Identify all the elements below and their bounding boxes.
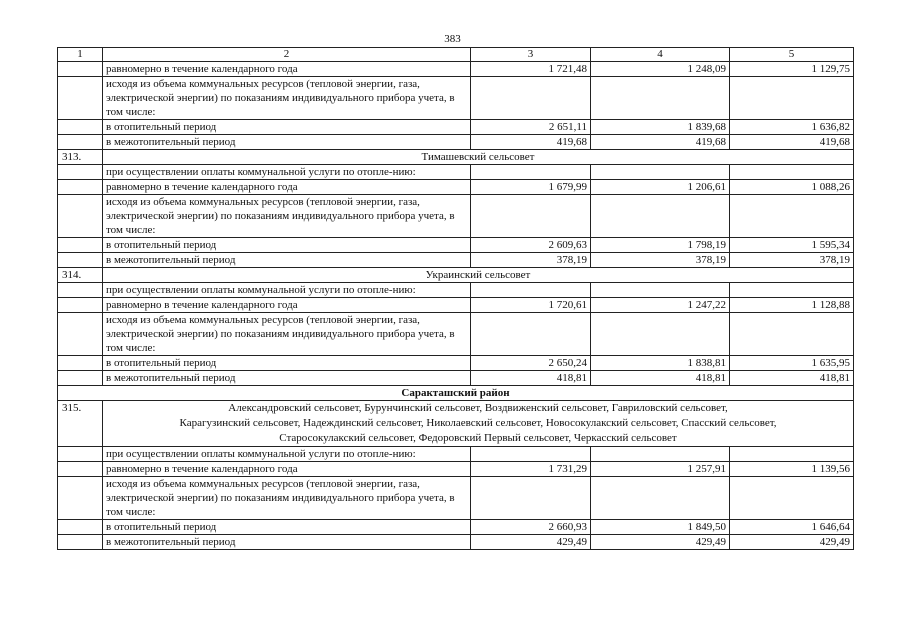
value-col-3: 1 720,61: [471, 298, 591, 313]
section-index: 313.: [58, 150, 103, 165]
value-col-3: [471, 165, 591, 180]
table-row: [58, 371, 854, 386]
value-col-5: [730, 447, 854, 462]
row-index-cell: [58, 477, 103, 520]
row-index-cell: [58, 62, 103, 77]
value-col-5: 1 635,95: [730, 356, 854, 371]
row-label: в отопительный период: [103, 238, 471, 253]
row-label: исходя из объема коммунальных ресурсов (тепловой энергии, газа, электрической энергии) по показаниям индивидуального прибора учета, в том числе:: [103, 195, 471, 238]
row-label: в межотопительный период: [103, 253, 471, 268]
section-title-line: Карагузинский сельсовет, Надеждинский сельсовет, Николаевский сельсовет, Новосокулакский сельсовет, Спасский сельсовет,: [179, 417, 777, 429]
value-col-4: 1 257,91: [591, 462, 730, 477]
value-col-4: 419,68: [591, 135, 730, 150]
row-index-cell: [58, 447, 103, 462]
row-label: при осуществлении оплаты коммунальной услуги по отопле-нию:: [103, 447, 471, 462]
header-col-5: 5: [730, 48, 854, 62]
page-number: 383: [444, 33, 461, 45]
row-index-cell: [58, 253, 103, 268]
value-col-3: 1 721,48: [471, 62, 591, 77]
table-row: [58, 238, 854, 253]
row-index-cell: [58, 238, 103, 253]
value-col-4: 429,49: [591, 535, 730, 550]
table-row: [58, 180, 854, 195]
value-col-4: [591, 195, 730, 238]
table-row: [58, 120, 854, 135]
value-col-5: [730, 477, 854, 520]
row-label: равномерно в течение календарного года: [103, 298, 471, 313]
value-col-5: [730, 283, 854, 298]
value-col-4: 378,19: [591, 253, 730, 268]
section-title-line: Старосокулакский сельсовет, Федоровский Первый сельсовет, Черкасский сельсовет: [279, 432, 677, 444]
value-col-4: 1 839,68: [591, 120, 730, 135]
row-index-cell: [58, 180, 103, 195]
table-row: [58, 62, 854, 77]
section-row: [58, 150, 854, 165]
value-col-3: [471, 447, 591, 462]
value-col-3: 2 651,11: [471, 120, 591, 135]
table-row: [58, 356, 854, 371]
value-col-5: 1 139,56: [730, 462, 854, 477]
value-col-4: [591, 77, 730, 120]
value-col-4: 1 798,19: [591, 238, 730, 253]
section-index: 315.: [58, 401, 103, 447]
value-col-3: 2 609,63: [471, 238, 591, 253]
value-col-5: 1 595,34: [730, 238, 854, 253]
table-body: [58, 48, 854, 550]
row-label: при осуществлении оплаты коммунальной услуги по отопле-нию:: [103, 283, 471, 298]
value-col-5: 418,81: [730, 371, 854, 386]
value-col-3: 378,19: [471, 253, 591, 268]
section-title: Тимашевский сельсовет: [103, 150, 854, 165]
table-row: [58, 520, 854, 535]
section-row: [58, 401, 854, 447]
row-label: в отопительный период: [103, 120, 471, 135]
table-row: [58, 77, 854, 120]
value-col-3: [471, 477, 591, 520]
value-col-3: [471, 283, 591, 298]
value-col-5: [730, 313, 854, 356]
header-row: [58, 48, 854, 62]
table-row: [58, 313, 854, 356]
value-col-5: 429,49: [730, 535, 854, 550]
row-index-cell: [58, 371, 103, 386]
row-index-cell: [58, 77, 103, 120]
value-col-3: 429,49: [471, 535, 591, 550]
row-label: исходя из объема коммунальных ресурсов (тепловой энергии, газа, электрической энергии) по показаниям индивидуального прибора учета, в том числе:: [103, 313, 471, 356]
header-col-3: 3: [471, 48, 591, 62]
row-label: в межотопительный период: [103, 535, 471, 550]
value-col-3: 1 679,99: [471, 180, 591, 195]
row-index-cell: [58, 313, 103, 356]
table-row: [58, 462, 854, 477]
row-index-cell: [58, 462, 103, 477]
section-title: [103, 401, 854, 447]
table-row: [58, 447, 854, 462]
district-row: [58, 386, 854, 401]
row-index-cell: [58, 165, 103, 180]
row-label: в межотопительный период: [103, 135, 471, 150]
row-label: в отопительный период: [103, 356, 471, 371]
header-col-4: 4: [591, 48, 730, 62]
table-row: [58, 165, 854, 180]
value-col-5: 1 646,64: [730, 520, 854, 535]
value-col-5: 419,68: [730, 135, 854, 150]
value-col-4: [591, 313, 730, 356]
row-index-cell: [58, 520, 103, 535]
table-row: [58, 253, 854, 268]
district-title: Саракташский район: [58, 386, 854, 401]
value-col-5: 1 128,88: [730, 298, 854, 313]
row-label: в межотопительный период: [103, 371, 471, 386]
row-index-cell: [58, 298, 103, 313]
value-col-4: [591, 283, 730, 298]
value-col-3: 2 650,24: [471, 356, 591, 371]
row-index-cell: [58, 356, 103, 371]
value-col-4: [591, 477, 730, 520]
value-col-3: 418,81: [471, 371, 591, 386]
value-col-4: 1 849,50: [591, 520, 730, 535]
table-row: [58, 195, 854, 238]
header-col-2: 2: [103, 48, 471, 62]
table-row: [58, 135, 854, 150]
table-row: [58, 283, 854, 298]
value-col-5: [730, 165, 854, 180]
table-row: [58, 477, 854, 520]
value-col-3: [471, 313, 591, 356]
table-row: [58, 298, 854, 313]
value-col-5: [730, 195, 854, 238]
row-label: в отопительный период: [103, 520, 471, 535]
value-col-3: [471, 195, 591, 238]
value-col-5: 1 636,82: [730, 120, 854, 135]
row-label: при осуществлении оплаты коммунальной услуги по отопле-нию:: [103, 165, 471, 180]
value-col-4: 1 247,22: [591, 298, 730, 313]
value-col-5: 1 088,26: [730, 180, 854, 195]
row-label: исходя из объема коммунальных ресурсов (тепловой энергии, газа, электрической энергии) по показаниям индивидуального прибора учета, в том числе:: [103, 77, 471, 120]
table-row: [58, 535, 854, 550]
section-title: Украинский сельсовет: [103, 268, 854, 283]
value-col-4: 418,81: [591, 371, 730, 386]
row-label: равномерно в течение календарного года: [103, 180, 471, 195]
section-row: [58, 268, 854, 283]
row-index-cell: [58, 120, 103, 135]
section-title-line: Александровский сельсовет, Бурунчинский сельсовет, Воздвиженский сельсовет, Гавриловский сельсовет,: [228, 402, 728, 414]
value-col-3: 1 731,29: [471, 462, 591, 477]
value-col-4: [591, 165, 730, 180]
value-col-4: 1 838,81: [591, 356, 730, 371]
value-col-3: 419,68: [471, 135, 591, 150]
row-index-cell: [58, 283, 103, 298]
section-index: 314.: [58, 268, 103, 283]
row-label: равномерно в течение календарного года: [103, 62, 471, 77]
row-label: исходя из объема коммунальных ресурсов (тепловой энергии, газа, электрической энергии) по показаниям индивидуального прибора учета, в том числе:: [103, 477, 471, 520]
value-col-5: 1 129,75: [730, 62, 854, 77]
value-col-4: [591, 447, 730, 462]
value-col-3: 2 660,93: [471, 520, 591, 535]
tariff-table: [57, 47, 854, 550]
value-col-3: [471, 77, 591, 120]
row-label: равномерно в течение календарного года: [103, 462, 471, 477]
header-col-1: 1: [58, 48, 103, 62]
value-col-5: 378,19: [730, 253, 854, 268]
row-index-cell: [58, 195, 103, 238]
value-col-5: [730, 77, 854, 120]
value-col-4: 1 248,09: [591, 62, 730, 77]
row-index-cell: [58, 535, 103, 550]
row-index-cell: [58, 135, 103, 150]
value-col-4: 1 206,61: [591, 180, 730, 195]
